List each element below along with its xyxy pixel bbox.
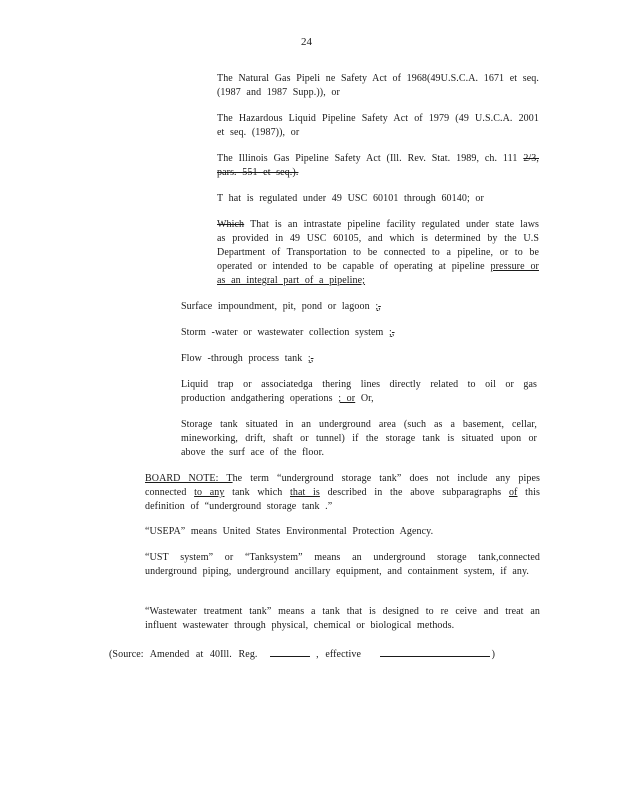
item-intrastate-pipeline [217, 218, 539, 288]
intrastate-text: That is an intrastate pipeline facility regulated under state laws as provided in 49 USC 60105, and which is determined by the U.S Department of Transportation to be connected to a pipeline, or to be operated or intended to be capable of operating at pipeline [217, 219, 540, 272]
flow-text: Flow -through process tank [181, 353, 303, 364]
surface-text: Surface impoundment, pit, pond or lagoon [181, 301, 370, 312]
storm-text: Storm -water or wastewater collection system [181, 327, 384, 338]
source-comma: , [316, 649, 319, 660]
liquid-after: Or, [360, 393, 374, 404]
surface-deleted-mark: , [378, 301, 381, 312]
liquid-inserted-mark: ; or [338, 393, 356, 404]
illinois-act-text: The Illinois Gas Pipeline Safety Act (Ill. Rev. Stat. 1989, ch. 111 [217, 153, 518, 164]
board-note-text-2: tank which [232, 487, 283, 498]
surface-inserted-mark: ; [375, 301, 379, 312]
definition-ust-system: “UST system” or “Tanksystem” means an underground storage tank,connected underground piping, underground ancillary equipment, and containment system, if any. [145, 552, 540, 577]
item-natural-gas-act: The Natural Gas Pipeli ne Safety Act of 1968(49U.S.C.A. 1671 et seq. (1987 and 1987 Supp.)), or [217, 73, 539, 98]
storm-deleted-mark: , [391, 327, 395, 338]
intrastate-inserted-text: pressure or as an integral part of a pipeline; [217, 261, 539, 286]
intrastate-deleted-word: Which [217, 219, 245, 230]
item-stormwater-system [181, 326, 537, 340]
storm-inserted-mark: ; [389, 327, 392, 338]
item-illinois-gas-act [217, 152, 539, 180]
board-note-inserted-to-any: to any [194, 487, 225, 498]
item-flow-through-tank [181, 352, 537, 366]
definition-wastewater-treatment-tank: “Wastewater treatment tank” means a tank that is designed to re ceive and treat an influent wastewater through physical, chemical or biological methods. [145, 606, 540, 631]
item-storage-tank-underground-area: Storage tank situated in an underground area (such as a basement, cellar, mineworking, drift, shaft or tunnel) if the storage tank is situated upon or above the surf ace of the floor. [181, 419, 537, 458]
item-liquid-trap [181, 378, 537, 406]
board-note-text-3: described in the above subparagraphs [327, 487, 502, 498]
illinois-act-deleted: 2/3, pars. 551 et seq.). [217, 153, 539, 178]
source-close: ) [491, 649, 496, 660]
item-surface-impoundment [181, 300, 537, 314]
board-note [145, 472, 540, 514]
source-effective: effective [325, 649, 362, 660]
item-regulated-usc: T hat is regulated under 49 USC 60101 through 60140; or [217, 193, 484, 204]
board-note-label: BOARD NOTE: T [145, 473, 233, 484]
liquid-text: Liquid trap or associatedga thering lines directly related to oil or gas production andgathering operations [181, 379, 537, 404]
source-line [109, 646, 529, 662]
board-note-text-1: he term “underground storage tank” does not include any pipes connected [145, 473, 540, 498]
item-hazardous-liquid-act: The Hazardous Liquid Pipeline Safety Act of 1979 (49 U.S.C.A. 2001 et seq. (1987)), or [217, 113, 539, 138]
flow-inserted-mark: ; [307, 353, 311, 364]
board-note-inserted-of: of [508, 487, 518, 498]
board-note-text-4: this definition of “underground storage tank .” [145, 487, 540, 512]
register-page-blank [270, 646, 310, 657]
flow-deleted-mark: , [310, 353, 314, 364]
effective-date-blank [380, 646, 490, 657]
board-note-inserted-that-is: that is [289, 487, 320, 498]
source-lead: (Source: Amended at 40Ill. Reg. [109, 649, 258, 660]
definition-usepa: “USEPA” means United States Environmental Protection Agency. [145, 526, 434, 537]
page-number: 24 [301, 36, 312, 48]
